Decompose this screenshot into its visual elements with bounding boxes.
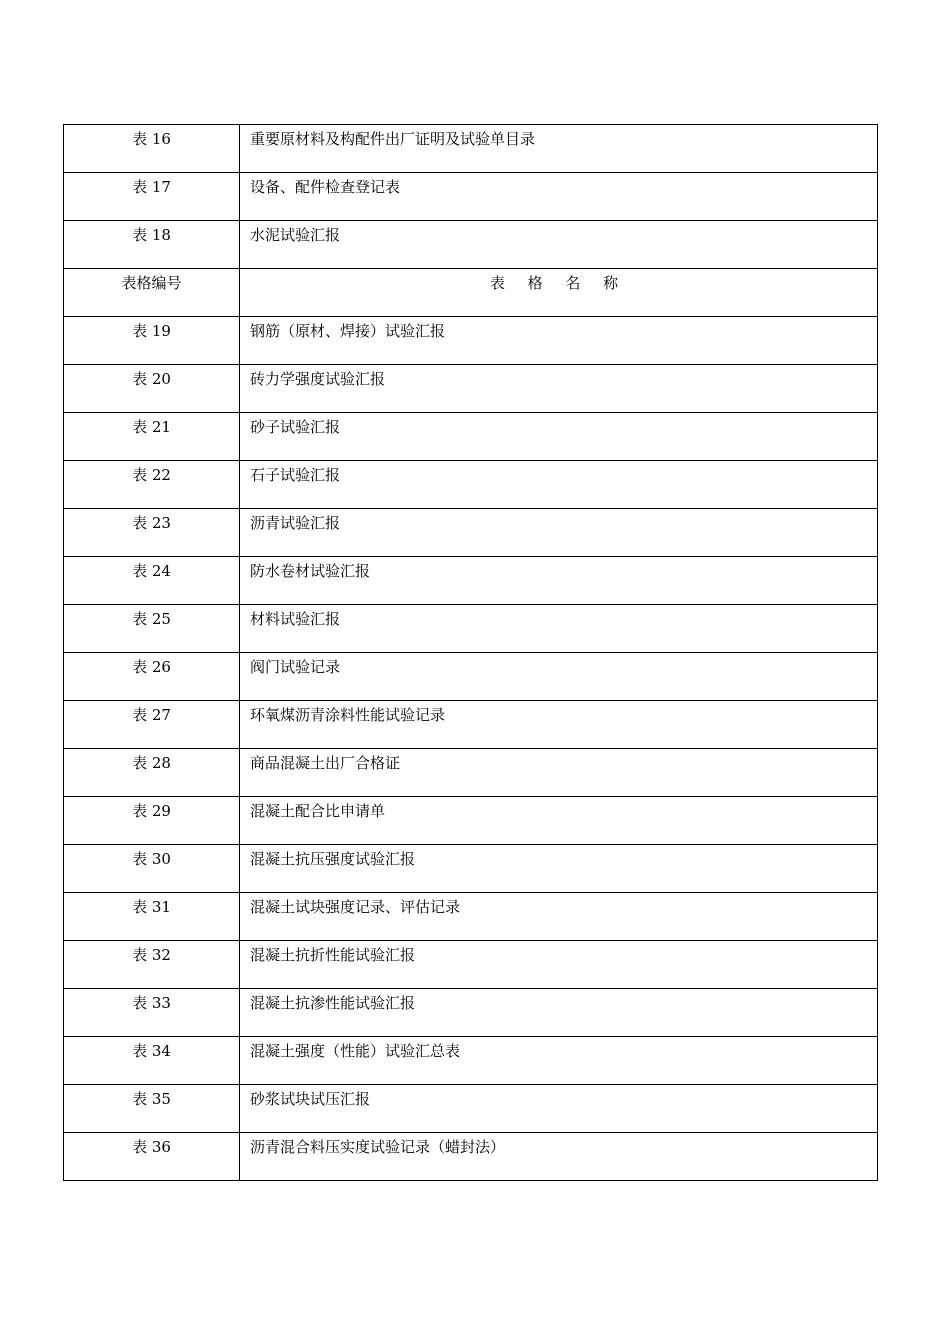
form-number-cell: 表 22 [64, 461, 240, 509]
form-name-cell: 环氧煤沥青涂料性能试验记录 [240, 701, 878, 749]
form-name-cell: 阀门试验记录 [240, 653, 878, 701]
form-name-cell: 水泥试验汇报 [240, 221, 878, 269]
form-name-cell: 混凝土抗压强度试验汇报 [240, 845, 878, 893]
form-number-cell: 表 29 [64, 797, 240, 845]
form-index-table [63, 124, 878, 1181]
form-name-cell: 重要原材料及构配件出厂证明及试验单目录 [240, 125, 878, 173]
table-row [64, 989, 878, 1037]
form-name-cell: 混凝土强度（性能）试验汇总表 [240, 1037, 878, 1085]
table-row [64, 461, 878, 509]
form-number-cell: 表 33 [64, 989, 240, 1037]
table-row [64, 509, 878, 557]
form-name-cell: 材料试验汇报 [240, 605, 878, 653]
form-number-cell: 表 28 [64, 749, 240, 797]
form-number-cell: 表 36 [64, 1133, 240, 1181]
table-row [64, 797, 878, 845]
form-number-cell: 表 31 [64, 893, 240, 941]
table-row [64, 221, 878, 269]
form-number-cell: 表 25 [64, 605, 240, 653]
form-number-cell: 表 20 [64, 365, 240, 413]
table-header-row [64, 269, 878, 317]
form-name-cell: 砂浆试块试压汇报 [240, 1085, 878, 1133]
form-number-cell: 表 16 [64, 125, 240, 173]
table-row [64, 941, 878, 989]
form-number-cell: 表 34 [64, 1037, 240, 1085]
table-row [64, 1133, 878, 1181]
form-number-cell: 表 21 [64, 413, 240, 461]
table-row [64, 125, 878, 173]
form-name-cell: 石子试验汇报 [240, 461, 878, 509]
form-name-cell: 沥青试验汇报 [240, 509, 878, 557]
form-name-cell: 沥青混合料压实度试验记录（蜡封法） [240, 1133, 878, 1181]
form-number-cell: 表 23 [64, 509, 240, 557]
table-row [64, 1037, 878, 1085]
table-row [64, 605, 878, 653]
table-row [64, 413, 878, 461]
form-number-cell: 表 26 [64, 653, 240, 701]
form-number-cell: 表 24 [64, 557, 240, 605]
table-row [64, 749, 878, 797]
table-row [64, 893, 878, 941]
table-row [64, 173, 878, 221]
form-number-cell: 表 19 [64, 317, 240, 365]
form-name-cell: 混凝土抗折性能试验汇报 [240, 941, 878, 989]
form-name-cell: 混凝土试块强度记录、评估记录 [240, 893, 878, 941]
header-number-cell: 表格编号 [64, 269, 240, 317]
form-name-cell: 商品混凝土出厂合格证 [240, 749, 878, 797]
form-name-cell: 砂子试验汇报 [240, 413, 878, 461]
form-name-cell: 砖力学强度试验汇报 [240, 365, 878, 413]
form-name-cell: 混凝土配合比申请单 [240, 797, 878, 845]
form-name-cell: 防水卷材试验汇报 [240, 557, 878, 605]
table-row [64, 1085, 878, 1133]
form-name-cell: 设备、配件检查登记表 [240, 173, 878, 221]
form-number-cell: 表 17 [64, 173, 240, 221]
table-row [64, 653, 878, 701]
table-row [64, 317, 878, 365]
form-number-cell: 表 18 [64, 221, 240, 269]
form-number-cell: 表 27 [64, 701, 240, 749]
form-name-cell: 混凝土抗渗性能试验汇报 [240, 989, 878, 1037]
form-number-cell: 表 32 [64, 941, 240, 989]
form-name-cell: 钢筋（原材、焊接）试验汇报 [240, 317, 878, 365]
table-row [64, 701, 878, 749]
form-number-cell: 表 30 [64, 845, 240, 893]
table-row [64, 557, 878, 605]
table-row [64, 365, 878, 413]
table-row [64, 845, 878, 893]
form-number-cell: 表 35 [64, 1085, 240, 1133]
header-name-cell: 表 格 名 称 [240, 269, 878, 317]
